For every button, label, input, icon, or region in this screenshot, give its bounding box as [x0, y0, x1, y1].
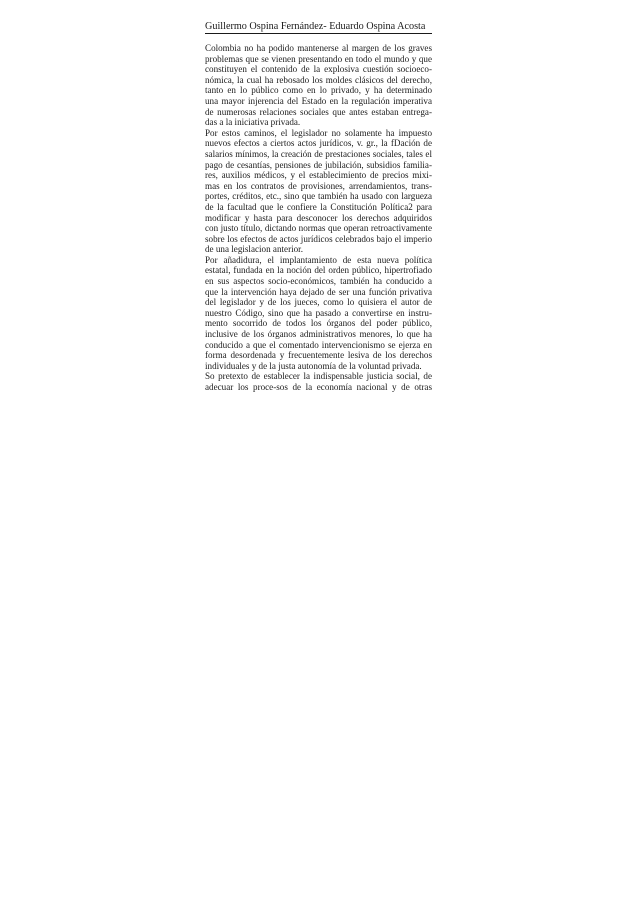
text-line: inclusive de los órganos administrativos menores, lo que ha — [205, 329, 432, 340]
text-line: con justo título, dictando normas que operan retroactivamente — [205, 223, 432, 234]
text-line: forma desordenada y frecuentemente lesiva de los derechos — [205, 350, 432, 361]
text-line: constituyen el contenido de la explosiva cuestión socioeco- — [205, 64, 432, 75]
text-line: salarios mínimos, la creación de prestaciones sociales, tales el — [205, 148, 432, 159]
text-line: sobre los efectos de actos jurídicos celebrados bajo el imperio — [205, 233, 432, 244]
text-line: que la intervención haya dejado de ser una función privativa — [205, 286, 432, 297]
text-line: una mayor injerencia del Estado en la regulación imperativa — [205, 95, 432, 106]
text-line: estatal, fundada en la noción del orden público, hipertrofiado — [205, 265, 432, 276]
text-line: problemas que se vienen presentando en todo el mundo y que — [205, 53, 432, 64]
text-line: de numerosas relaciones sociales que antes estaban entrega- — [205, 106, 432, 117]
body-text — [205, 43, 432, 393]
text-line: modificar y hasta para desconocer los derechos adquiridos — [205, 212, 432, 223]
text-line: individuales y de la justa autonomía de la voluntad privada. — [205, 360, 422, 371]
paragraph — [205, 371, 432, 392]
text-line: nuestro Código, sino que ha pasado a convertirse en instru- — [205, 307, 432, 318]
text-line: Por estos caminos, el legislador no solamente ha impuesto — [205, 127, 432, 138]
text-line: nuevos efectos a ciertos actos jurídicos, v. gr., la fDación de — [205, 138, 432, 149]
text-line: mas en los contratos de provisiones, arrendamientos, trans- — [205, 180, 432, 191]
text-line: conducido a que el comentado intervencionismo se ejerza en — [205, 339, 432, 350]
text-line: Por añadidura, el implantamiento de esta nueva política — [205, 254, 432, 265]
paragraph — [205, 128, 432, 255]
text-line: de la facultad que le confiere la Constitución Política2 para — [205, 201, 432, 212]
paragraph — [205, 255, 432, 372]
text-line: nómica, la cual ha rebosado los moldes clásicos del derecho, — [205, 74, 432, 85]
text-line: portes, créditos, etc., sino que también ha usado con largueza — [205, 191, 432, 202]
paragraph — [205, 43, 432, 128]
text-line: en sus aspectos socio-económicos, también ha conducido a — [205, 276, 432, 287]
text-line: So pretexto de establecer la indispensable justicia social, de — [205, 371, 432, 382]
text-line: tanto en lo público como en lo privado, y ha determinado — [205, 85, 432, 96]
text-line: pago de cesantías, pensiones de jubilación, subsidios familia- — [205, 159, 432, 170]
text-line: mento socorrido de todos los órganos del poder público, — [205, 318, 432, 329]
text-line: de una legislacion anterior. — [205, 244, 303, 255]
text-line: Colombia no ha podido mantenerse al margen de los graves — [205, 43, 432, 53]
text-line: del legislador y de los jueces, como lo quisiera el autor de — [205, 297, 432, 308]
text-line: adecuar los proce-sos de la economía nacional y de otras — [205, 382, 432, 392]
text-line: das a la iniciativa privada. — [205, 117, 301, 128]
running-header: Guillermo Ospina Fernández- Eduardo Ospina Acosta — [205, 20, 432, 34]
text-line: res, auxilios médicos, y el establecimiento de precios mixi- — [205, 170, 432, 181]
